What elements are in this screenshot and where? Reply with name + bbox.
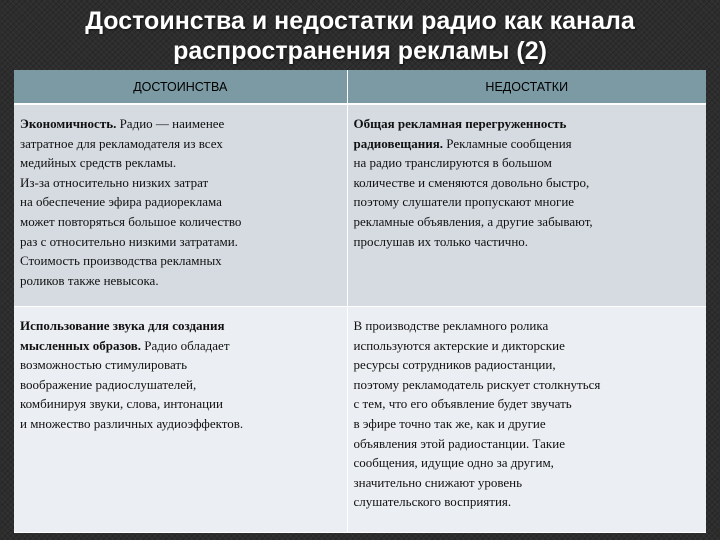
cell-line — [354, 134, 701, 154]
cell-line: на радио транслируются в большом — [353, 155, 552, 171]
title-line-2: распространения рекламы (2) — [173, 37, 547, 65]
cell-line: роликов также невысока. — [20, 272, 159, 288]
cell-line: В производстве рекламного ролика — [353, 318, 549, 333]
cell-line — [354, 114, 701, 134]
disadvantage-cell-overload — [347, 104, 706, 307]
slide-title — [0, 6, 720, 66]
disadvantage-heading: радиовещания. — [353, 135, 444, 151]
title-line-1: Достоинства и недостатки радио как канала — [85, 7, 635, 35]
cell-line — [20, 114, 341, 134]
cell-text: Рекламные сообщения — [446, 135, 572, 151]
advantage-cell-economy — [14, 104, 347, 307]
cell-line — [20, 316, 341, 336]
table-row — [14, 104, 706, 307]
cell-line: медийных средств рекламы. — [20, 155, 177, 171]
cell-text: Радио обладает — [144, 337, 230, 353]
cell-line: на обеспечение эфира радиореклама — [20, 194, 222, 210]
cell-text: Радио — наименее — [119, 116, 225, 131]
advantage-heading: мысленных образов. — [20, 337, 142, 353]
cell-line: может повторяться большое количество — [20, 213, 242, 229]
cell-line: и множество различных аудиоэффектов. — [20, 415, 244, 431]
cell-line: раз с относительно низкими затратами. — [20, 233, 238, 249]
cell-line: поэтому рекламодатель рискует столкнуться — [353, 376, 601, 392]
cell-line: рекламные объявления, а другие забывают, — [353, 213, 593, 229]
advantage-heading: Использование звука для создания — [20, 318, 225, 333]
cell-line: затратное для рекламодателя из всех — [20, 135, 223, 151]
cell-line: значительно снижают уровень — [353, 474, 523, 490]
header-advantages: ДОСТОИНСТВА — [14, 70, 347, 104]
disadvantage-cell-similarity — [347, 307, 706, 533]
cell-line: ресурсы сотрудников радиостанции, — [353, 357, 556, 373]
cell-line: объявления этой радиостанции. Такие — [353, 435, 565, 451]
cell-line: воображение радиослушателей, — [20, 376, 197, 392]
cell-line: Из-за относительно низких затрат — [20, 174, 209, 190]
cell-line: сообщения, идущие одно за другим, — [353, 455, 554, 471]
table-header-row — [14, 70, 706, 104]
cell-line: с тем, что его объявление будет звучать — [353, 396, 572, 412]
cell-line: слушательского восприятия. — [353, 494, 512, 510]
cell-line: прослушав их только частично. — [353, 233, 529, 249]
cell-line: количестве и сменяются довольно быстро, — [353, 174, 590, 190]
disadvantage-heading: Общая рекламная перегруженность — [353, 116, 567, 131]
advantage-cell-sound — [14, 307, 347, 533]
table-row — [14, 307, 706, 533]
cell-line: используются актерские и дикторские — [353, 337, 565, 353]
cell-line: комбинируя звуки, слова, интонации — [20, 396, 223, 412]
advantage-heading: Экономичность. — [20, 116, 117, 131]
cell-line: поэтому слушатели пропускают многие — [353, 194, 575, 210]
cell-line: возможностью стимулировать — [20, 357, 188, 373]
header-disadvantages: НЕДОСТАТКИ — [347, 70, 706, 104]
cell-line: Стоимость производства рекламных — [20, 253, 222, 269]
cell-line — [20, 336, 341, 356]
comparison-table — [14, 70, 706, 533]
cell-line: в эфире точно так же, как и другие — [353, 415, 546, 431]
